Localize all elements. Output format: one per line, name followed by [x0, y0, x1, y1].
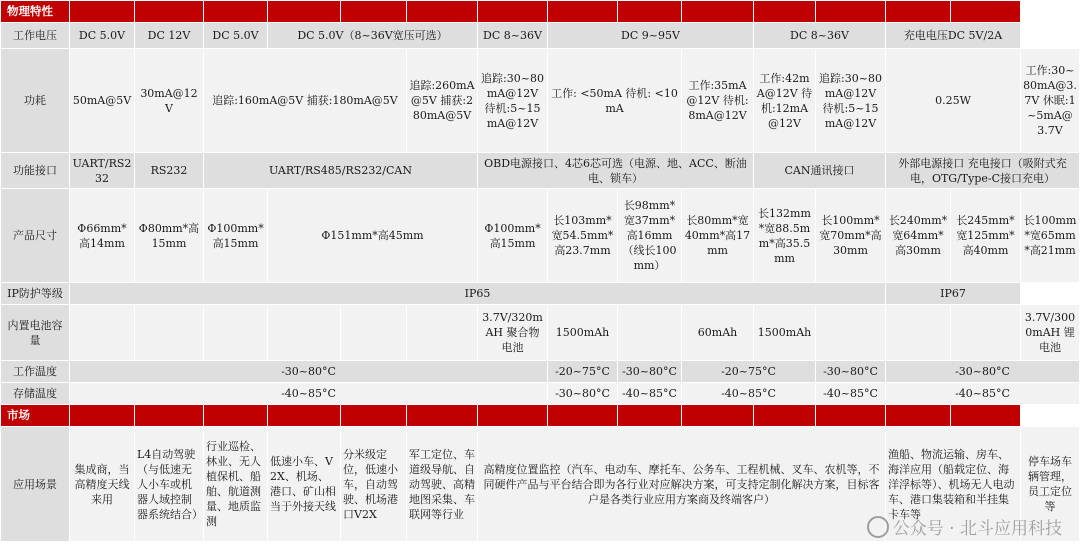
row-label-interface: 功能接口: [1, 153, 70, 189]
table-cell: -30~80°C: [548, 383, 618, 405]
table-cell: RS232: [135, 153, 204, 189]
table-cell: -40~85°C: [886, 383, 1080, 405]
table-cell: 1500mAh: [548, 305, 618, 361]
table-cell: 长98mm*宽37mm*高16mm（线长100mm）: [618, 189, 682, 283]
table-cell: -20~75°C: [548, 361, 618, 383]
table-cell: IP67: [886, 283, 1021, 305]
table-cell: 追踪:30~80mA@12V 待机:5~15mA@12V: [478, 49, 548, 153]
table-cell: 60mAh: [682, 305, 754, 361]
row-operating-temp: [1, 361, 1080, 383]
row-interface: [1, 153, 1080, 189]
table-cell: L4自动驾驶（与低速无人小车或机器人域控制器系统结合）: [135, 427, 204, 542]
section-header-physical: [1, 1, 1080, 23]
table-cell: 长100mm*宽65mm*高21mm: [1021, 189, 1080, 283]
section-title-physical: 物理特性: [1, 1, 70, 23]
table-cell: CAN通讯接口: [754, 153, 886, 189]
table-cell: UART/RS232: [70, 153, 135, 189]
row-label-storage-temp: 存储温度: [1, 383, 70, 405]
table-cell: 外部电源接口 充电接口（吸附式充电，OTG/Type-C接口充电）: [886, 153, 1080, 189]
table-cell: Φ151mm*高45mm: [268, 189, 478, 283]
table-cell: 工作: <50mA 待机: <10mA: [548, 49, 682, 153]
table-cell: 集成商，当高精度天线来用: [70, 427, 135, 542]
table-cell: DC 8~36V: [754, 23, 886, 49]
table-cell: 工作:42mA@12V 待机:12mA@12V: [754, 49, 816, 153]
table-cell: 追踪:260mA@5V 捕获:280mA@5V: [407, 49, 478, 153]
row-label-ip: IP防护等级: [1, 283, 70, 305]
row-size: [1, 189, 1080, 283]
table-cell: UART/RS485/RS232/CAN: [204, 153, 478, 189]
table-cell: Φ80mm*高15mm: [135, 189, 204, 283]
table-cell: -40~85°C: [682, 383, 816, 405]
table-cell: 30mA@12V: [135, 49, 204, 153]
table-cell: 长132mm*宽88.5mm*高35.5mm: [754, 189, 816, 283]
table-cell: 3.7V/320mAH 聚合物电池: [478, 305, 548, 361]
table-cell: 停车场车辆管理，员工定位等: [1021, 427, 1080, 542]
row-power: [1, 49, 1080, 153]
table-cell: DC 8~36V: [478, 23, 548, 49]
row-battery: [1, 305, 1080, 361]
row-ip: [1, 283, 1080, 305]
row-label-power: 功耗: [1, 49, 70, 153]
table-cell: 长240mm*宽64mm*高30mm: [886, 189, 951, 283]
table-cell: 低速小车、V2X、机场、港口、矿山相当于外接天线: [268, 427, 341, 542]
table-cell: OBD电源接口、4芯6芯可选（电源、地、ACC、断油电、锁车）: [478, 153, 754, 189]
table-cell: 军工定位、车道级导航、自动驾驶、高精地图采集、车联网等行业: [407, 427, 478, 542]
table-cell: Φ66mm*高14mm: [70, 189, 135, 283]
table-cell: -30~80°C: [70, 361, 548, 383]
table-cell: 长103mm*宽54.5mm*高23.7mm: [548, 189, 618, 283]
table-cell: 追踪:160mA@5V 捕获:180mA@5V: [204, 49, 407, 153]
table-cell: -40~85°C: [70, 383, 548, 405]
row-label-voltage: 工作电压: [1, 23, 70, 49]
table-cell: 渔船、物流运输、房车、海洋应用（船载定位、海洋浮标等）、机场无人电动车、港口集装箱和半挂集卡车等: [886, 427, 1021, 542]
section-title-market: 市场: [1, 405, 70, 427]
table-cell: 充电电压DC 5V/2A: [886, 23, 1021, 49]
table-cell: 追踪:30~80mA@12V 待机:5~15mA@12V: [816, 49, 886, 153]
table-cell: 长245mm*宽125mm*高40mm: [951, 189, 1021, 283]
row-label-operating-temp: 工作温度: [1, 361, 70, 383]
table-cell: -40~85°C: [618, 383, 682, 405]
row-label-size: 产品尺寸: [1, 189, 70, 283]
table-cell: 分米级定位，低速小车，自动驾驶、机场港口V2X: [341, 427, 407, 542]
row-label-battery: 内置电池容量: [1, 305, 70, 361]
table-cell: -30~80°C: [816, 361, 886, 383]
table-cell: DC 5.0V: [204, 23, 268, 49]
table-cell: 长80mm*宽40mm*高17mm: [682, 189, 754, 283]
table-cell: 行业巡检、林业、无人植保机、船舶、航道测量、地质监测: [204, 427, 268, 542]
table-cell: 0.25W: [886, 49, 1021, 153]
table-cell: -40~85°C: [816, 383, 886, 405]
table-cell: 长100mm*宽70mm*高30mm: [816, 189, 886, 283]
table-cell: 1500mAh: [754, 305, 816, 361]
table-cell: Φ100mm*高15mm: [204, 189, 268, 283]
row-voltage: [1, 23, 1080, 49]
watermark-text: 公众号 · 北斗应用科技: [892, 519, 1062, 539]
table-cell: Φ100mm*高15mm: [478, 189, 548, 283]
table-cell: DC 5.0V: [70, 23, 135, 49]
table-cell: -30~80°C: [886, 361, 1080, 383]
row-scenarios: [1, 427, 1080, 542]
table-cell: -30~80°C: [618, 361, 682, 383]
table-cell: -20~75°C: [682, 361, 816, 383]
table-cell: DC 12V: [135, 23, 204, 49]
section-header-market: [1, 405, 1080, 427]
row-storage-temp: [1, 383, 1080, 405]
table-cell: 50mA@5V: [70, 49, 135, 153]
table-cell: IP65: [70, 283, 886, 305]
table-cell: 3.7V/3000mAH 锂电池: [1021, 305, 1080, 361]
table-cell: 高精度位置监控（汽车、电动车、摩托车、公务车、工程机械、叉车、农机等，不同硬件产品与平台结合即为各行业对应解决方案，可支持定制化解决方案，目标客户是各类行业应用方案商及终端客户）: [478, 427, 886, 542]
table-cell: DC 9~95V: [548, 23, 754, 49]
table-cell: 工作:35mA@12V 待机:8mA@12V: [682, 49, 754, 153]
table-cell: 工作:30~80mA@3.7V 休眠:1~5mA@3.7V: [1021, 49, 1080, 153]
table-cell: DC 5.0V（8~36V宽压可选）: [268, 23, 478, 49]
row-label-scenarios: 应用场景: [1, 427, 70, 542]
